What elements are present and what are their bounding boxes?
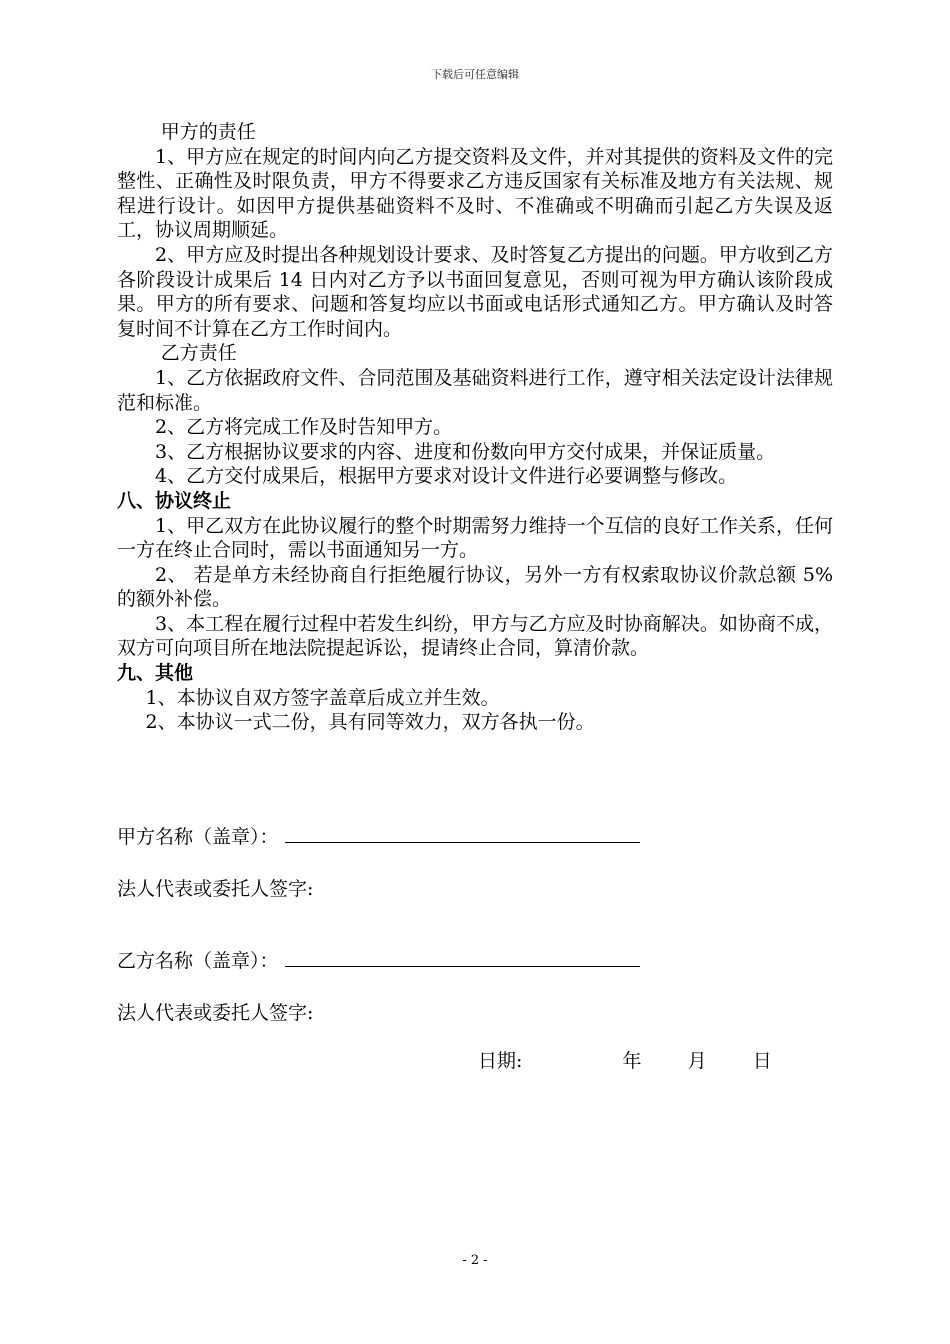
- signing-date: [478, 1046, 772, 1073]
- party-b-clause-4: 4、乙方交付成果后，根据甲方要求对设计文件进行必要调整与修改。: [155, 465, 738, 488]
- section-8-clause-2: 2、 若是单方未经协商自行拒绝履行协议，另外一方有权索取协议价款总额 5%的额外补偿。: [117, 563, 833, 611]
- party-b-clause-3: 3、乙方根据协议要求的内容、进度和份数向甲方交付成果，并保证质量。: [155, 440, 776, 463]
- party-a-name-row: [117, 822, 640, 849]
- party-b-representative-label: 法人代表或委托人签字:: [117, 1002, 314, 1024]
- party-a-name-label: 甲方名称（盖章）：: [117, 826, 279, 848]
- party-a-representative-label: 法人代表或委托人签字:: [117, 878, 314, 900]
- party-a-clause-2: 2、甲方应及时提出各种规划设计要求、及时答复乙方提出的问题。甲方收到乙方各阶段设计成果后 14 日内对乙方予以书面回复意见，否则可视为甲方确认该阶段成果。甲方的所有要求、问题和答复均应以书面或电话形式通知乙方。甲方确认及时答复时间不计算在乙方工作时间内。: [117, 243, 833, 340]
- section-8-clause-3: 3、本工程在履行过程中若发生纠纷，甲方与乙方应及时协商解决。如协商不成，双方可向项目所在地法院提起诉讼，提请终止合同，算清价款。: [117, 612, 833, 660]
- date-year: 年: [622, 1050, 642, 1072]
- party-b-clause-2: 2、乙方将完成工作及时告知甲方。: [155, 416, 453, 439]
- party-b-name-line[interactable]: [285, 948, 640, 967]
- party-b-responsibility-heading: 乙方责任: [160, 342, 237, 365]
- section-8-heading: 八、协议终止: [117, 489, 232, 512]
- date-label: 日期:: [478, 1050, 523, 1072]
- contract-body: [117, 120, 833, 735]
- section-8-clause-1: 1、甲乙双方在此协议履行的整个时期需努力维持一个互信的良好工作关系，任何一方在终止合同时，需以书面通知另一方。: [117, 514, 833, 562]
- party-b-name-row: [117, 946, 640, 973]
- party-a-clause-1: 1、甲方应在规定的时间内向乙方提交资料及文件，并对其提供的资料及文件的完整性、正确性及时限负责，甲方不得要求乙方违反国家有关标准及地方有关法规、规程进行设计。如因甲方提供基础资料不及时、不准确或不明确而引起乙方失误及返工，协议周期顺延。: [117, 145, 833, 242]
- party-a-responsibility-heading: 甲方的责任: [160, 121, 256, 143]
- section-9-clause-2: 2、本协议一式二份，具有同等效力，双方各执一份。: [145, 711, 595, 734]
- date-month: 月: [687, 1050, 707, 1072]
- page-header-note: 下载后可任意编辑: [431, 68, 519, 81]
- section-9-heading: 九、其他: [117, 662, 194, 685]
- party-b-clause-1: 1、乙方依据政府文件、合同范围及基础资料进行工作，遵守相关法定设计法律规范和标准。: [117, 366, 833, 414]
- party-a-name-line[interactable]: [285, 824, 640, 843]
- party-b-name-label: 乙方名称（盖章）：: [117, 950, 279, 972]
- section-9-clause-1: 1、本协议自双方签字盖章后成立并生效。: [145, 686, 500, 709]
- date-day: 日: [752, 1050, 772, 1072]
- page-number: - 2 -: [462, 1253, 488, 1268]
